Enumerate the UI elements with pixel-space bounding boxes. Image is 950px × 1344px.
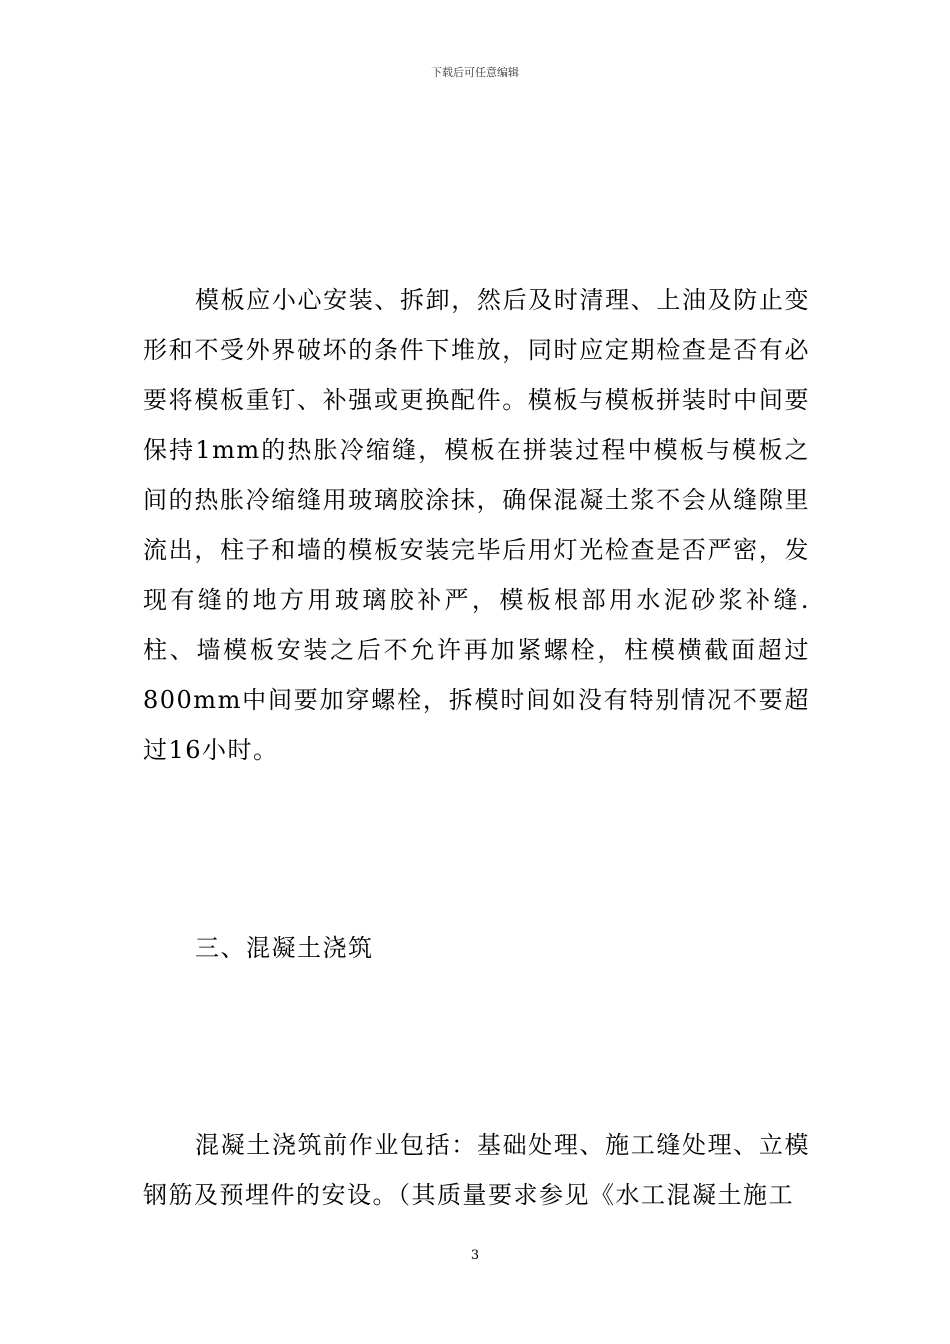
page-header: 下载后可任意编辑	[431, 66, 519, 79]
body-paragraph-2: 混凝土浇筑前作业包括：基础处理、施工缝处理、立模钢筋及预埋件的安设。（其质量要求参见《水工混凝土施工	[143, 1131, 810, 1209]
body-paragraph-1: 模板应小心安装、拆卸，然后及时清理、上油及防止变形和不受外界破坏的条件下堆放，同时应定期检查是否有必要将模板重钉、补强或更换配件。模板与模板拼装时中间要保持1mm的热胀冷缩缝，模板在拼装过程中模板与模板之间的热胀冷缩缝用玻璃胶涂抹，确保混凝土浆不会从缝隙里流出，柱子和墙的模板安装完毕后用灯光检查是否严密，发现有缝的地方用玻璃胶补严，模板根部用水泥砂浆补缝.柱、墙模板安装之后不允许再加紧螺栓，柱模横截面超过800mm中间要加穿螺栓，拆模时间如没有特别情况不要超过16小时。	[143, 286, 810, 764]
page-number: 3	[470, 1248, 480, 1263]
section-heading: 三、混凝土浇筑	[195, 934, 374, 962]
